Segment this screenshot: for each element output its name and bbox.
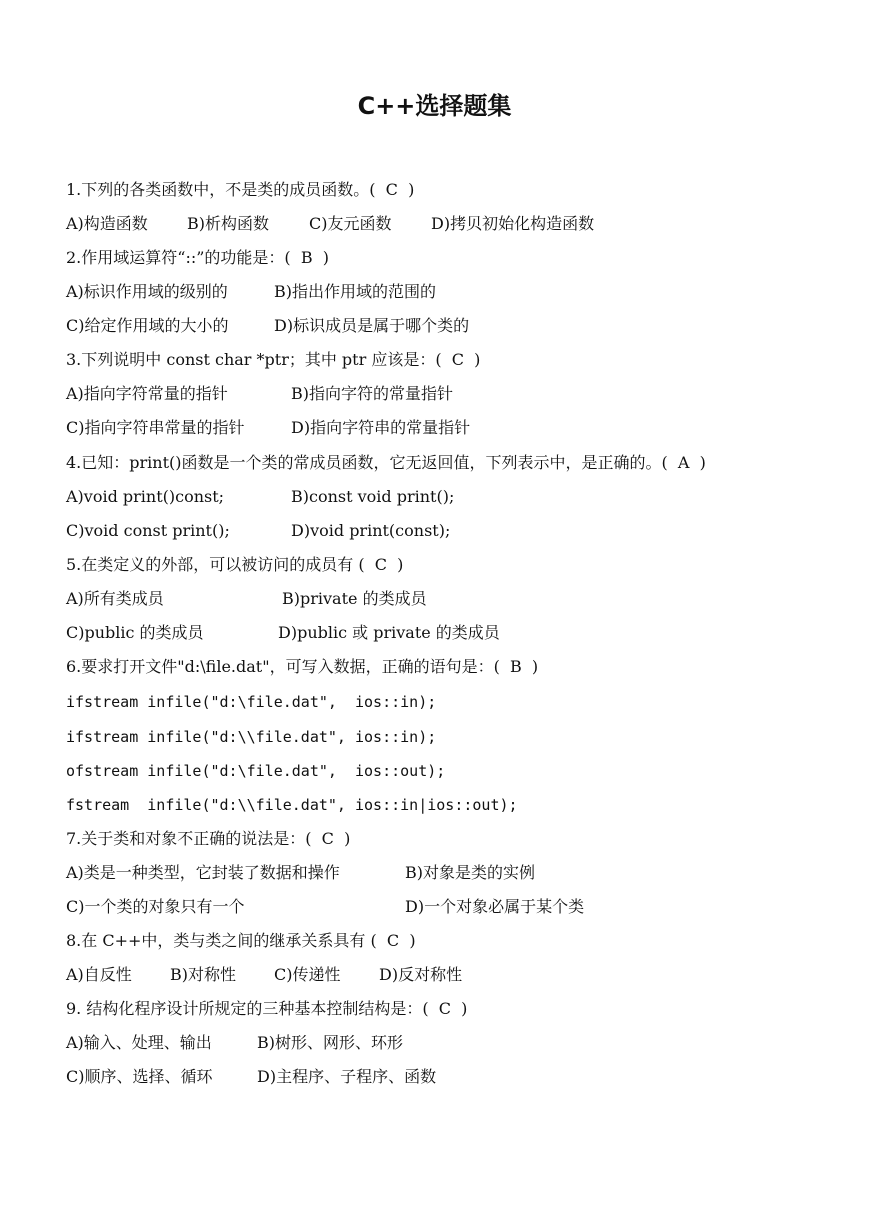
option-d: D)void print(const);	[291, 521, 451, 540]
question-6-stem: 6.要求打开文件"d:\file.dat"，可写入数据，正确的语句是：( B )	[66, 657, 539, 676]
option-c: C)传递性	[274, 965, 341, 984]
question-4-stem: 4.已知：print()函数是一个类的常成员函数，它无返回值，下列表示中，是正确的。( A )	[66, 453, 706, 472]
option-a: A)自反性	[66, 965, 132, 984]
option-c: C)一个类的对象只有一个	[66, 897, 245, 916]
option-a: A)构造函数	[66, 214, 148, 233]
option-b: B)指向字符的常量指针	[291, 384, 454, 403]
question-6-option-3: ofstream infile("d:\file.dat", ios::out);	[66, 762, 446, 780]
option-c: C)顺序、选择、循环	[66, 1067, 213, 1086]
option-d: D)指向字符串的常量指针	[291, 418, 471, 437]
option-a: A)指向字符常量的指针	[66, 384, 228, 403]
option-d: D)一个对象必属于某个类	[405, 897, 585, 916]
option-c: C)给定作用域的大小的	[66, 316, 229, 335]
option-a: A)void print()const;	[66, 487, 225, 506]
option-a: A)标识作用域的级别的	[66, 282, 228, 301]
option-b: B)private 的类成员	[282, 589, 427, 608]
question-6-option-2: ifstream infile("d:\\file.dat", ios::in);	[66, 728, 437, 746]
option-c: C)public 的类成员	[66, 623, 204, 642]
question-9-stem: 9. 结构化程序设计所规定的三种基本控制结构是：( C )	[66, 999, 468, 1018]
question-6-option-1: ifstream infile("d:\file.dat", ios::in);	[66, 693, 437, 711]
question-8-stem: 8.在 C++中，类与类之间的继承关系具有 ( C )	[66, 931, 416, 950]
option-d: D)反对称性	[379, 965, 463, 984]
question-1-stem: 1.下列的各类函数中，不是类的成员函数。( C )	[66, 180, 415, 199]
question-2-stem: 2.作用域运算符“::”的功能是：( B )	[66, 248, 329, 267]
option-a: A)类是一种类型，它封装了数据和操作	[66, 863, 340, 882]
option-b: B)对称性	[170, 965, 237, 984]
option-b: B)const void print();	[291, 487, 455, 506]
option-c: C)友元函数	[309, 214, 392, 233]
page-title: C++选择题集	[357, 92, 512, 120]
option-c: C)void const print();	[66, 521, 230, 540]
question-9-options-cd	[66, 1067, 437, 1127]
question-7-stem: 7.关于类和对象不正确的说法是：( C )	[66, 829, 351, 848]
option-a: A)输入、处理、输出	[66, 1033, 212, 1052]
option-d: D)public 或 private 的类成员	[278, 623, 500, 642]
option-a: A)所有类成员	[66, 589, 164, 608]
option-d: D)拷贝初始化构造函数	[431, 214, 595, 233]
option-d: D)标识成员是属于哪个类的	[274, 316, 470, 335]
option-b: B)指出作用域的范围的	[274, 282, 437, 301]
question-3-stem: 3.下列说明中 const char *ptr；其中 ptr 应该是：( C )	[66, 350, 481, 369]
option-b: B)析构函数	[187, 214, 270, 233]
question-6-option-4: fstream infile("d:\\file.dat", ios::in|ios::out);	[66, 796, 518, 814]
option-d: D)主程序、子程序、函数	[257, 1067, 437, 1086]
option-b: B)对象是类的实例	[405, 863, 536, 882]
option-c: C)指向字符串常量的指针	[66, 418, 245, 437]
question-5-stem: 5.在类定义的外部，可以被访问的成员有 ( C )	[66, 555, 404, 574]
option-b: B)树形、网形、环形	[257, 1033, 404, 1052]
